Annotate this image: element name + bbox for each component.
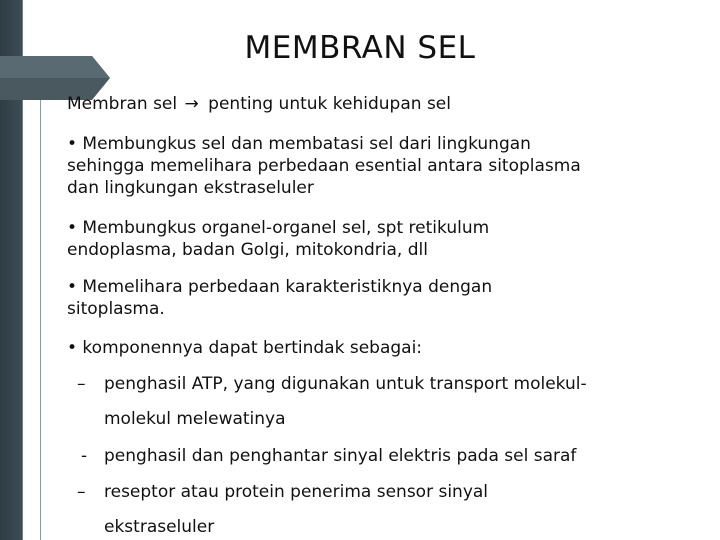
bullet-line: sehingga memelihara perbedaan esential antara sitoplasma (67, 156, 581, 176)
sub-item-3-dash: – (77, 482, 86, 502)
bullet-1 (67, 133, 581, 199)
slide-title: MEMBRAN SEL (244, 30, 476, 66)
bullet-line: dan lingkungan ekstraseluler (67, 178, 314, 198)
bullet-2 (67, 217, 489, 261)
sub-item-1-line: molekul melewatinya (104, 409, 286, 429)
bullet-4 (67, 337, 422, 359)
sub-item-3-line: reseptor atau protein penerima sensor sinyal (104, 482, 489, 502)
sub-item-2-line: penghasil dan penghantar sinyal elektris pada sel saraf (104, 446, 577, 466)
intro-left: Membran sel (67, 94, 178, 114)
arrow-right-icon: → (184, 94, 199, 114)
bullet-3 (67, 276, 492, 320)
intro-line (67, 93, 451, 115)
sub-item-3-line: ekstraseluler (104, 517, 215, 537)
bullet-line: • Membungkus sel dan membatasi sel dari lingkungan (67, 134, 531, 154)
sub-item-1-dash: – (77, 374, 86, 394)
bullet-line: • Membungkus organel-organel sel, spt retikulum (67, 218, 490, 238)
vertical-divider (40, 100, 41, 540)
intro-right: penting untuk kehidupan sel (208, 94, 451, 114)
sub-item-1-line: penghasil ATP, yang digunakan untuk transport molekul- (104, 374, 587, 394)
bullet-line: endoplasma, badan Golgi, mitokondria, dll (67, 240, 428, 260)
bullet-line: • Memelihara perbedaan karakteristiknya dengan (67, 277, 493, 297)
bullet-line: sitoplasma. (67, 299, 165, 319)
bullet-line: • komponennya dapat bertindak sebagai: (67, 338, 423, 358)
sub-item-2-dash: - (81, 446, 88, 466)
